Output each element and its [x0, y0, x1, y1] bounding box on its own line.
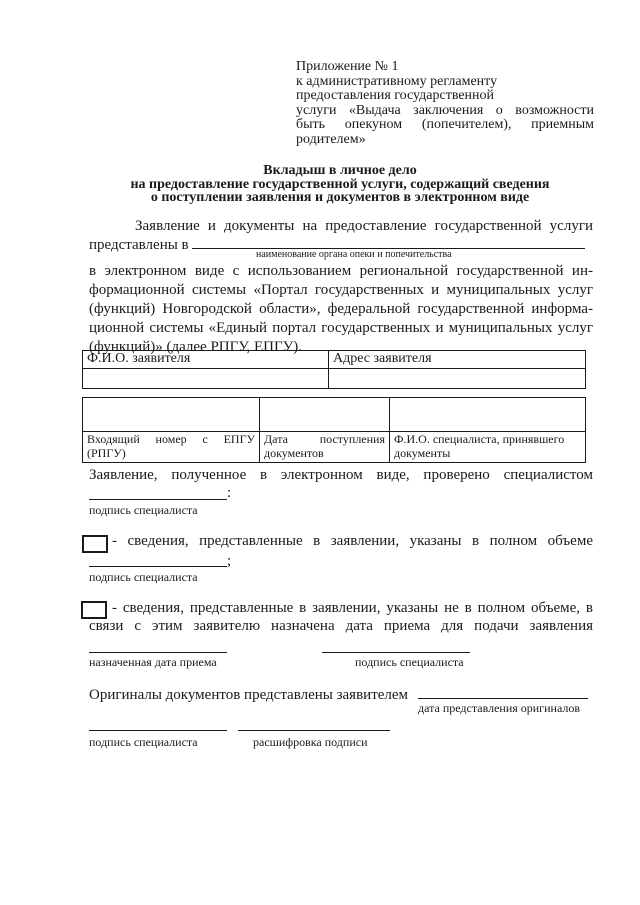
full-info-caption: подпись специалиста — [89, 570, 198, 584]
intro-line-2: представлены в — [89, 237, 189, 253]
originals-date-line[interactable] — [418, 698, 588, 699]
fio-header: Ф.И.О. заявителя — [83, 351, 329, 369]
appendix-line: Приложение № 1 — [296, 59, 399, 74]
paragraph-line: в электронном виде с использованием региональной государственной ин- — [89, 263, 593, 279]
document-title — [80, 164, 600, 205]
appendix-line: быть опекуном (попечителем), приемным — [296, 117, 594, 133]
full-info-signature-line[interactable] — [89, 566, 227, 567]
full-info-semicolon: ; — [227, 553, 232, 569]
incoming-number-header — [83, 432, 260, 463]
paragraph-line: ционной системы «Единый портал государственных и муниципальных услуг — [89, 320, 593, 336]
appendix-line: предоставления государственной — [296, 88, 495, 104]
partial-info-line-2: связи с этим заявителю назначена дата приема для подачи заявления — [89, 618, 593, 634]
partial-signature-caption: подпись специалиста — [355, 655, 464, 669]
address-header: Адрес заявителя — [329, 351, 586, 369]
fio-cell[interactable] — [83, 369, 329, 389]
appendix-line: услуги «Выдача заключения о возможности — [296, 102, 594, 118]
paragraph-line: (функций)» (далее РПГУ, ЕПГУ). — [89, 339, 303, 355]
title-line: Вкладыш в личное дело — [263, 163, 417, 178]
header-text: Ф.И.О. специалиста, принявшего документы — [394, 432, 565, 460]
specialist-name-header — [390, 432, 586, 463]
verified-text: Заявление, полученное в электронном виде, проверено специалистом — [89, 467, 593, 483]
title-line: о поступлении заявления и документов в электронном виде — [150, 190, 530, 205]
incoming-number-cell[interactable] — [83, 398, 260, 432]
originals-signature-caption: подпись специалиста — [89, 735, 198, 749]
originals-decode-line[interactable] — [238, 730, 390, 731]
title-line: на предоставление государственной услуги, содержащий сведения — [130, 176, 550, 192]
header-text: Дата поступления документов — [264, 432, 385, 460]
appendix-line: родителем» — [296, 131, 366, 147]
receipt-date-cell[interactable] — [260, 398, 390, 432]
appendix-line: к административному регламенту — [296, 73, 498, 89]
appointed-date-line[interactable] — [89, 652, 227, 653]
full-info-text: - сведения, представленные в заявлении, указаны в полном объеме — [112, 533, 593, 549]
receipt-table — [82, 397, 586, 463]
originals-date-caption: дата представления оригиналов — [418, 701, 581, 715]
intro-line-1: Заявление и документы на предоставление государственной услуги — [135, 218, 593, 234]
partial-signature-line[interactable] — [322, 652, 470, 653]
receipt-date-header — [260, 432, 390, 463]
verified-caption: подпись специалиста — [89, 503, 198, 517]
verified-colon: : — [227, 485, 232, 501]
originals-text: Оригиналы документов представлены заявителем — [89, 687, 409, 703]
org-name-caption: наименование органа опеки и попечительства — [256, 249, 452, 260]
address-cell[interactable] — [329, 369, 586, 389]
full-info-checkbox[interactable] — [82, 535, 108, 553]
appendix-header — [296, 60, 594, 148]
verified-signature-line[interactable] — [89, 499, 227, 500]
originals-decode-caption: расшифровка подписи — [253, 735, 368, 749]
partial-info-line-1: - сведения, представленные в заявлении, указаны не в полном объеме, в — [112, 600, 593, 616]
paragraph-line: формационной системы «Портал государственных и муниципальных услуг — [89, 282, 593, 298]
header-text: Входящий номер с ЕПГУ (РПГУ) — [87, 432, 255, 460]
specialist-name-cell[interactable] — [390, 398, 586, 432]
applicant-table — [82, 350, 586, 389]
appointed-date-caption: назначенная дата приема — [89, 655, 217, 669]
paragraph-line: (функций) Новгородской области», федеральной государственной информа- — [89, 301, 593, 317]
originals-signature-line[interactable] — [89, 730, 227, 731]
intro-paragraph — [89, 262, 593, 357]
